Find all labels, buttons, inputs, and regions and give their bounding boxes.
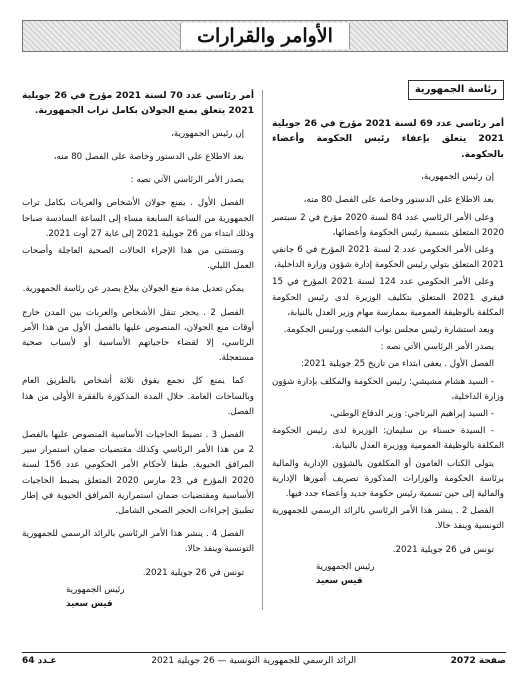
article-1: الفصل الأول . يمنع جولان الأشخاص والعربات بكامل تراب الجمهورية من الساعة السابعة مساء إلى الساعة السادسة صباحا وذلك ابتداء من 26 جويلية 2021 إلى غاية 27 أوت 2021. xyxy=(22,198,254,239)
paragraph: إن رئيس الجمهورية، xyxy=(421,172,494,183)
signature-name: قيس سعيد xyxy=(316,575,363,586)
page-footer xyxy=(22,652,506,666)
left-column xyxy=(22,88,254,611)
paragraph: وعلى الأمر الحكومي عدد 124 لسنة 2021 المؤرخ في 15 فيفري 2021 المتعلق بتكليف الوزيرة لدى رئيس الحكومة المكلفة بالوظيفة العمومية بممارسة مهام وزير العدل بالنيابة، xyxy=(272,277,504,318)
column-divider xyxy=(262,90,263,610)
section-banner xyxy=(22,20,508,52)
article-2: الفصل 2 . ينشر هذا الأمر الرئاسي بالرائد الرسمي للجمهورية التونسية وينفذ حالا. xyxy=(272,506,504,532)
issue-number: عـدد 64 xyxy=(22,656,57,666)
article-4: الفصل 4 . ينشر هذا الأمر الرئاسي بالرائد الرسمي للجمهورية التونسية وينفذ حالا. xyxy=(22,529,254,555)
signature-title: رئيس الجمهورية xyxy=(316,561,375,572)
date-line: تونس في 26 جويلية 2021. xyxy=(392,544,494,555)
decree-69-heading: أمر رئاسي عدد 69 لسنة 2021 مؤرخ في 26 جويلية 2021 يتعلق بإعفاء رئيس الحكومة وأعضاء بالحكومة. xyxy=(272,118,504,160)
footer-publication: الرائد الرسمي للجمهورية التونسية — 26 جويلية 2021 xyxy=(151,656,357,666)
paragraph: بعد الاطلاع على الدستور وخاصة على الفصل 80 منه، xyxy=(303,195,494,206)
signature-name: قيس سعيد xyxy=(66,598,113,609)
list-item: - السيد هشام مشيشي: رئيس الحكومة والمكلف بإدارة شؤون وزارة الداخلية، xyxy=(272,376,504,402)
signature-block xyxy=(22,583,254,611)
banner-title: الأوامر والقرارات xyxy=(180,23,350,49)
paragraph: يتولى الكتاب العامون أو المكلفون بالشؤون الإدارية والمالية برئاسة الحكومة والوزارات المذكورة تصريف أمورها الإدارية والمالية إلى حين تسمية رئيس حكومة جديد وأعضاء جدد فيها. xyxy=(272,458,504,500)
right-column xyxy=(272,74,504,588)
list-item: - السيدة حسناء بن سليمان: الوزيرة لدى رئيس الحكومة المكلفة بالوظيفة العمومية ووزيرة العدل بالنيابة. xyxy=(272,426,504,452)
decree-70-heading: أمر رئاسي عدد 70 لسنة 2021 مؤرخ في 26 جويلية 2021 يتعلق بمنع الجولان بكامل تراب الجمهورية. xyxy=(22,90,254,117)
date-line: تونس في 26 جويلية 2021. xyxy=(142,567,244,578)
article-2: الفصل 2 . يحجر تنقل الأشخاص والعربات بين المدن خارج أوقات منع الجولان، المنصوص عليها بالفصل الأول من هذا الأمر الرئاسي، إلا لقضاء حاجياتهم الأساسية أو لأسباب صحية مستعجلة. xyxy=(22,307,254,364)
article-1: الفصل الأول . يعفى ابتداء من تاريخ 25 جويلية 2021: xyxy=(301,359,494,370)
paragraph: وعلى الأمر الرئاسي عدد 84 لسنة 2020 مؤرخ في 2 سبتمبر 2020 المتعلق بتسمية رئيس الحكومة وأعضائها، xyxy=(272,212,504,238)
page-number: صفحة 2072 xyxy=(450,656,506,666)
signature-title: رئيس الجمهورية xyxy=(66,584,125,595)
list-item: - السيد إبراهيم البرتاجي: وزير الدفاع الوطني، xyxy=(329,409,494,420)
section-label: رئاسة الجمهورية xyxy=(408,80,504,100)
paragraph: بعد الاطلاع على الدستور وخاصة على الفصل 80 منه، xyxy=(53,152,244,163)
paragraph: يصدر الأمر الرئاسي الآتي نصه : xyxy=(130,175,244,186)
paragraph: يصدر الأمر الرئاسي الآتي نصه : xyxy=(380,342,494,353)
paragraph: وعلى الأمر الحكومي عدد 2 لسنة 2021 المؤرخ في 6 جانفي 2021 المتعلق بتولي رئيس الحكومة إدارة شؤون وزارة الداخلية، xyxy=(272,245,504,271)
article-3: الفصل 3 . تضبط الحاجيات الأساسية المنصوص عليها بالفصل 2 من هذا الأمر الرئاسي وكذلك مقتضيات ضمان استمرار سير المرافق الحيوية. طبقا لأحكام الأمر الحكومي عدد 156 لسنة 2020 المؤرخ في 23 مارس 2020 المتعلق بضبط الحاجيات الأساسية ومقتضيات ضمان استمرارية المرافق الحيوية في إطار تطبيق إجراءات الحجر الصحي الشامل. xyxy=(22,430,254,517)
paragraph: وبعد استشارة رئيس مجلس نواب الشعب ورئيس الحكومة. xyxy=(283,325,494,336)
paragraph: إن رئيس الجمهورية، xyxy=(171,128,244,139)
signature-block xyxy=(272,560,504,588)
paragraph: يمكن تعديل مدة منع الجولان ببلاغ يصدر عن رئاسة الجمهورية. xyxy=(22,284,244,295)
paragraph: وتستثنى من هذا الإجراء الحالات الصحية العاجلة وأصحاب العمل الليلي. xyxy=(22,246,254,272)
paragraph: كما يمنع كل تجمع يفوق ثلاثة أشخاص بالطريق العام وبالساحات العامة. خلال المدة المذكورة بالفقرة الأولى من هذا الفصل. xyxy=(22,376,254,417)
